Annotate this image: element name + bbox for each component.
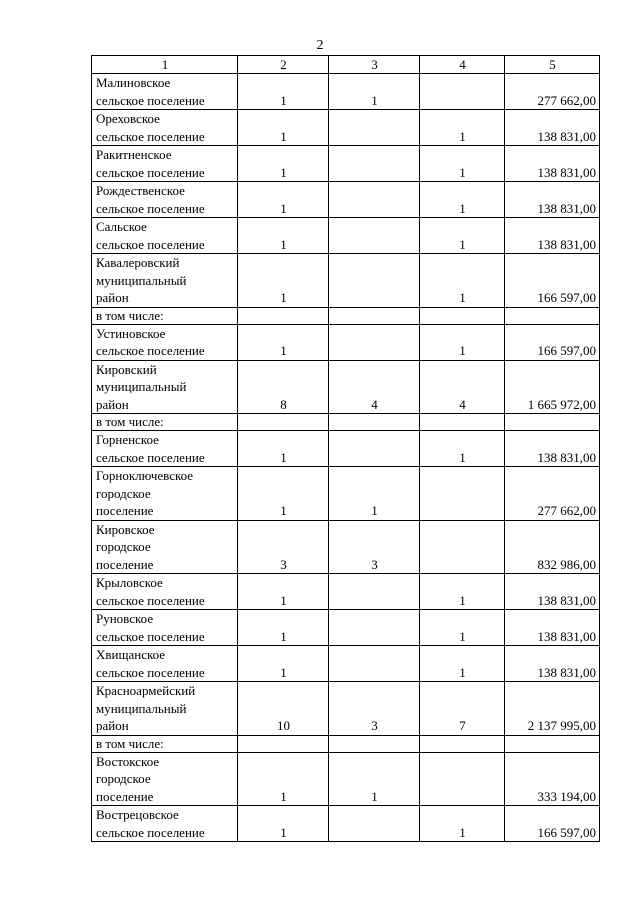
- count-col3-cell: [329, 110, 420, 146]
- name-line: сельское поселение: [96, 236, 205, 252]
- table-row: [92, 752, 600, 806]
- count-total-cell: 1: [238, 752, 329, 806]
- name-line: поселение: [96, 556, 154, 572]
- count-col4-cell: 1: [420, 254, 505, 308]
- count-col3-cell: [329, 307, 420, 324]
- count-col3-cell: [329, 414, 420, 431]
- name-line: Кировский: [96, 361, 157, 377]
- allocation-table: [91, 55, 600, 842]
- count-total-cell: 1: [238, 646, 329, 682]
- municipality-name-cell: [92, 574, 238, 610]
- count-col3-cell: [329, 735, 420, 752]
- name-line: сельское поселение: [96, 343, 205, 358]
- count-col4-cell: [420, 520, 505, 574]
- column-header: 3: [329, 56, 420, 74]
- name-line: район: [96, 718, 129, 733]
- count-col4-cell: 1: [420, 324, 505, 360]
- count-total-cell: 1: [238, 431, 329, 467]
- amount-cell: 138 831,00: [505, 574, 600, 610]
- amount-cell: 166 597,00: [505, 254, 600, 308]
- amount-cell: 832 986,00: [505, 520, 600, 574]
- table-row: [92, 74, 600, 110]
- page-number: 2: [316, 38, 324, 53]
- amount-cell: 166 597,00: [505, 806, 600, 842]
- municipality-name-cell: [92, 110, 238, 146]
- municipality-name-cell: [92, 520, 238, 574]
- amount-cell: 277 662,00: [505, 74, 600, 110]
- count-col4-cell: 1: [420, 806, 505, 842]
- municipality-name-cell: [92, 682, 238, 736]
- amount-cell: 138 831,00: [505, 610, 600, 646]
- name-line: Сальское: [96, 219, 147, 234]
- table-row: [92, 324, 600, 360]
- count-col3-cell: 3: [329, 682, 420, 736]
- table-row: [92, 182, 600, 218]
- municipality-name-cell: [92, 467, 238, 521]
- count-col4-cell: 1: [420, 646, 505, 682]
- municipality-name-cell: [92, 307, 238, 324]
- name-line: Вострецовское: [96, 807, 179, 822]
- name-line: район: [96, 396, 129, 412]
- municipality-name-cell: [92, 752, 238, 806]
- table-row: [92, 254, 600, 308]
- name-line: сельское поселение: [96, 449, 205, 465]
- header-row: [92, 56, 600, 74]
- amount-cell: [505, 307, 600, 324]
- municipality-name-cell: [92, 182, 238, 218]
- name-line: городское: [96, 771, 151, 786]
- name-line: Малиновское: [96, 75, 171, 90]
- municipality-name-cell: [92, 610, 238, 646]
- amount-cell: 138 831,00: [505, 146, 600, 182]
- count-col3-cell: [329, 610, 420, 646]
- table-row: [92, 646, 600, 682]
- amount-cell: 138 831,00: [505, 646, 600, 682]
- municipality-name-cell: [92, 254, 238, 308]
- count-total-cell: 1: [238, 324, 329, 360]
- table-row: [92, 110, 600, 146]
- count-col4-cell: [420, 307, 505, 324]
- table-row: [92, 218, 600, 254]
- subheading-row: [92, 307, 600, 324]
- name-line: сельское поселение: [96, 92, 205, 108]
- name-line: муниципальный: [96, 272, 187, 288]
- name-line: Рождественское: [96, 183, 185, 198]
- name-line: городское: [96, 539, 151, 554]
- amount-cell: 138 831,00: [505, 110, 600, 146]
- name-line: Кировское: [96, 521, 155, 537]
- name-line: Кавалеровский: [96, 255, 180, 270]
- count-col3-cell: [329, 806, 420, 842]
- municipality-name-cell: [92, 360, 238, 414]
- count-col3-cell: 3: [329, 520, 420, 574]
- municipality-name-cell: [92, 218, 238, 254]
- amount-cell: [505, 735, 600, 752]
- table-row: [92, 431, 600, 467]
- subheading-row: [92, 414, 600, 431]
- count-col3-cell: [329, 182, 420, 218]
- table-row: [92, 520, 600, 574]
- count-total-cell: 1: [238, 110, 329, 146]
- name-line: сельское поселение: [96, 592, 205, 608]
- count-col4-cell: [420, 467, 505, 521]
- name-line: в том числе:: [96, 735, 164, 751]
- count-col4-cell: [420, 752, 505, 806]
- count-col3-cell: [329, 146, 420, 182]
- name-line: Хвищанское: [96, 647, 166, 662]
- count-col4-cell: [420, 74, 505, 110]
- name-line: Крыловское: [96, 575, 163, 590]
- table-row: [92, 682, 600, 736]
- amount-cell: 138 831,00: [505, 182, 600, 218]
- count-total-cell: [238, 307, 329, 324]
- table-row: [92, 146, 600, 182]
- count-col4-cell: [420, 414, 505, 431]
- table-row: [92, 806, 600, 842]
- count-col4-cell: 1: [420, 610, 505, 646]
- municipality-name-cell: [92, 146, 238, 182]
- count-col4-cell: 1: [420, 146, 505, 182]
- count-col3-cell: [329, 646, 420, 682]
- name-line: сельское поселение: [96, 664, 205, 680]
- municipality-name-cell: [92, 414, 238, 431]
- count-col4-cell: [420, 735, 505, 752]
- count-total-cell: 1: [238, 182, 329, 218]
- count-col3-cell: 1: [329, 752, 420, 806]
- count-total-cell: 1: [238, 574, 329, 610]
- municipality-name-cell: [92, 324, 238, 360]
- name-line: Ореховское: [96, 111, 160, 126]
- name-line: поселение: [96, 503, 154, 518]
- name-line: в том числе:: [96, 307, 164, 323]
- name-line: Ракитненское: [96, 147, 172, 162]
- name-line: сельское поселение: [96, 128, 205, 144]
- count-col3-cell: 1: [329, 467, 420, 521]
- count-col4-cell: 1: [420, 110, 505, 146]
- column-header: 5: [505, 56, 600, 74]
- name-line: район: [96, 290, 129, 305]
- name-line: городское: [96, 485, 151, 501]
- amount-cell: [505, 414, 600, 431]
- amount-cell: 1 665 972,00: [505, 360, 600, 414]
- municipality-name-cell: [92, 806, 238, 842]
- name-line: Востокское: [96, 753, 160, 769]
- column-header: 2: [238, 56, 329, 74]
- table-row: [92, 360, 600, 414]
- municipality-name-cell: [92, 735, 238, 752]
- amount-cell: 138 831,00: [505, 218, 600, 254]
- table-body: [92, 74, 600, 842]
- count-col4-cell: 7: [420, 682, 505, 736]
- count-total-cell: 1: [238, 467, 329, 521]
- column-header: 1: [92, 56, 238, 74]
- count-total-cell: 10: [238, 682, 329, 736]
- count-col3-cell: [329, 254, 420, 308]
- count-total-cell: 3: [238, 520, 329, 574]
- count-col4-cell: 1: [420, 218, 505, 254]
- count-total-cell: 1: [238, 218, 329, 254]
- table-row: [92, 574, 600, 610]
- amount-cell: 166 597,00: [505, 324, 600, 360]
- name-line: Руновское: [96, 611, 154, 626]
- municipality-name-cell: [92, 646, 238, 682]
- count-col4-cell: 1: [420, 182, 505, 218]
- count-col3-cell: [329, 218, 420, 254]
- count-total-cell: 1: [238, 610, 329, 646]
- name-line: в том числе:: [96, 414, 164, 429]
- name-line: сельское поселение: [96, 200, 205, 216]
- table-row: [92, 467, 600, 521]
- name-line: муниципальный: [96, 700, 187, 716]
- municipality-name-cell: [92, 74, 238, 110]
- count-total-cell: 1: [238, 254, 329, 308]
- name-line: сельское поселение: [96, 628, 205, 644]
- count-total-cell: [238, 414, 329, 431]
- name-line: муниципальный: [96, 379, 187, 394]
- count-col3-cell: [329, 324, 420, 360]
- municipality-name-cell: [92, 431, 238, 467]
- subheading-row: [92, 735, 600, 752]
- column-header: 4: [420, 56, 505, 74]
- count-total-cell: 1: [238, 146, 329, 182]
- amount-cell: 277 662,00: [505, 467, 600, 521]
- count-col3-cell: [329, 574, 420, 610]
- count-col3-cell: 4: [329, 360, 420, 414]
- name-line: сельское поселение: [96, 164, 205, 180]
- table-row: [92, 610, 600, 646]
- count-total-cell: 8: [238, 360, 329, 414]
- count-total-cell: 1: [238, 806, 329, 842]
- name-line: Горноключевское: [96, 468, 194, 483]
- amount-cell: 2 137 995,00: [505, 682, 600, 736]
- count-col3-cell: 1: [329, 74, 420, 110]
- name-line: сельское поселение: [96, 824, 205, 840]
- name-line: Горненское: [96, 432, 159, 447]
- count-col4-cell: 1: [420, 574, 505, 610]
- count-total-cell: 1: [238, 74, 329, 110]
- count-col3-cell: [329, 431, 420, 467]
- amount-cell: 138 831,00: [505, 431, 600, 467]
- name-line: поселение: [96, 788, 154, 804]
- count-total-cell: [238, 735, 329, 752]
- count-col4-cell: 1: [420, 431, 505, 467]
- name-line: Устиновское: [96, 325, 166, 341]
- name-line: Красноармейский: [96, 683, 196, 698]
- count-col4-cell: 4: [420, 360, 505, 414]
- amount-cell: 333 194,00: [505, 752, 600, 806]
